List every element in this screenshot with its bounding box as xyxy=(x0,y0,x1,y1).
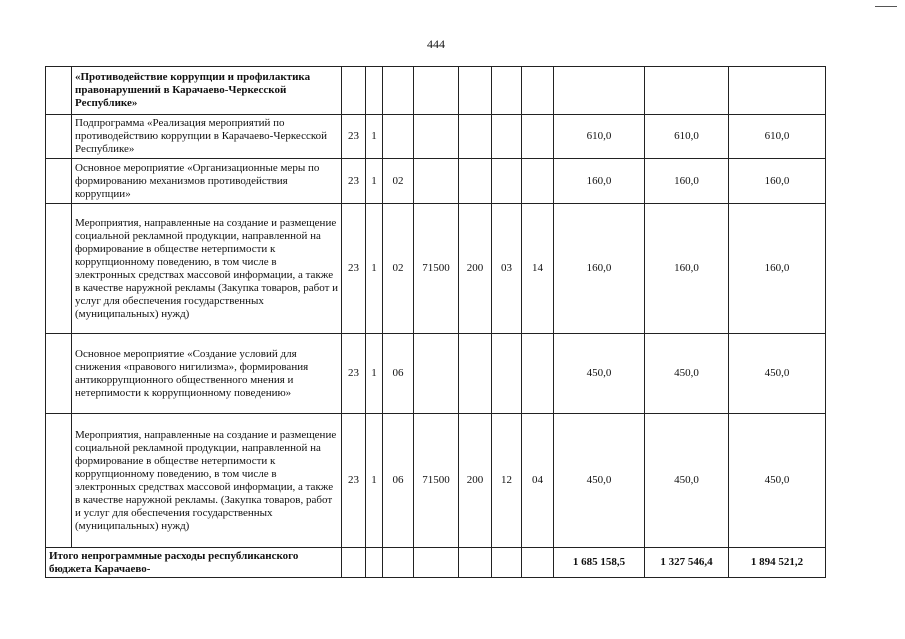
code-cell: 71500 xyxy=(414,414,459,548)
code-cell xyxy=(522,159,554,204)
table-row-subprogram xyxy=(46,115,826,159)
code-cell xyxy=(492,334,522,414)
amount-cell: 450,0 xyxy=(554,414,645,548)
code-cell: 1 xyxy=(366,414,383,548)
total-label: Итого непрограммные расходы республиканского бюджета Карачаево- xyxy=(46,548,342,578)
page-number: 444 xyxy=(427,37,445,51)
row-number-cell xyxy=(46,414,72,548)
code-cell: 1 xyxy=(366,334,383,414)
row-number-cell xyxy=(46,204,72,334)
row-description: Мероприятия, направленные на создание и размещение социальной рекламной продукции, направленной на формирование в обществе нетерпимости к коррупционному поведению, в том числе в электронных средствах массовой информации, а также в качестве наружной рекламы. (Закупка товаров, работ и услуг для обеспечения государственных (муниципальных) нужд) xyxy=(72,414,342,548)
code-cell: 06 xyxy=(383,334,414,414)
row-description: Основное мероприятие «Организационные меры по формированию механизмов противодействия коррупции» xyxy=(72,159,342,204)
amount-cell xyxy=(645,67,729,115)
code-cell xyxy=(459,159,492,204)
table-row-total xyxy=(46,548,826,578)
table-row-section-title xyxy=(46,67,826,115)
code-cell xyxy=(414,548,459,578)
row-number-cell xyxy=(46,159,72,204)
amount-cell: 450,0 xyxy=(729,414,826,548)
amount-cell: 160,0 xyxy=(554,159,645,204)
row-number-cell xyxy=(46,115,72,159)
row-description: Подпрограмма «Реализация мероприятий по противодействию коррупции в Карачаево-Черкесской Республике» xyxy=(72,115,342,159)
amount-cell: 610,0 xyxy=(645,115,729,159)
code-cell xyxy=(522,115,554,159)
total-amount-cell: 1 327 546,4 xyxy=(645,548,729,578)
row-number-cell xyxy=(46,334,72,414)
code-cell: 23 xyxy=(342,414,366,548)
code-cell xyxy=(383,115,414,159)
row-description: Мероприятия, направленные на создание и размещение социальной рекламной продукции, направленной на формирование в обществе нетерпимости к коррупционному поведению, в том числе в электронных средствах массовой информации, а также в качестве наружной рекламы (Закупка товаров, работ и услуг для обеспечения государственных (муниципальных) нужд) xyxy=(72,204,342,334)
code-cell: 02 xyxy=(383,204,414,334)
code-cell xyxy=(414,334,459,414)
amount-cell: 450,0 xyxy=(645,414,729,548)
code-cell xyxy=(492,67,522,115)
code-cell: 02 xyxy=(383,159,414,204)
amount-cell: 160,0 xyxy=(729,204,826,334)
code-cell xyxy=(522,67,554,115)
code-cell: 03 xyxy=(492,204,522,334)
code-cell: 71500 xyxy=(414,204,459,334)
code-cell: 23 xyxy=(342,204,366,334)
amount-cell: 450,0 xyxy=(729,334,826,414)
code-cell xyxy=(492,548,522,578)
code-cell xyxy=(342,67,366,115)
code-cell: 12 xyxy=(492,414,522,548)
code-cell xyxy=(414,67,459,115)
table-row-main-activity xyxy=(46,334,826,414)
table-row-main-activity xyxy=(46,159,826,204)
code-cell: 1 xyxy=(366,204,383,334)
code-cell xyxy=(459,115,492,159)
amount-cell: 610,0 xyxy=(554,115,645,159)
code-cell: 06 xyxy=(383,414,414,548)
amount-cell xyxy=(554,67,645,115)
code-cell xyxy=(366,67,383,115)
code-cell: 23 xyxy=(342,159,366,204)
code-cell: 1 xyxy=(366,159,383,204)
code-cell xyxy=(383,67,414,115)
code-cell xyxy=(459,334,492,414)
table-row-activity xyxy=(46,204,826,334)
code-cell xyxy=(414,159,459,204)
code-cell: 200 xyxy=(459,414,492,548)
code-cell xyxy=(342,548,366,578)
code-cell xyxy=(459,548,492,578)
row-number-cell xyxy=(46,67,72,115)
code-cell xyxy=(522,548,554,578)
amount-cell: 160,0 xyxy=(645,204,729,334)
amount-cell: 450,0 xyxy=(554,334,645,414)
table-row-activity xyxy=(46,414,826,548)
code-cell xyxy=(366,548,383,578)
amount-cell xyxy=(729,67,826,115)
budget-table xyxy=(45,66,826,578)
code-cell: 1 xyxy=(366,115,383,159)
total-amount-cell: 1 685 158,5 xyxy=(554,548,645,578)
row-description: «Противодействие коррупции и профилактика правонарушений в Карачаево-Черкесской Республике» xyxy=(72,67,342,115)
code-cell: 200 xyxy=(459,204,492,334)
code-cell: 14 xyxy=(522,204,554,334)
amount-cell: 450,0 xyxy=(645,334,729,414)
code-cell xyxy=(522,334,554,414)
amount-cell: 160,0 xyxy=(554,204,645,334)
code-cell xyxy=(414,115,459,159)
scan-edge-mark xyxy=(875,6,897,7)
code-cell: 23 xyxy=(342,115,366,159)
code-cell xyxy=(492,115,522,159)
amount-cell: 160,0 xyxy=(645,159,729,204)
code-cell xyxy=(492,159,522,204)
code-cell: 23 xyxy=(342,334,366,414)
code-cell xyxy=(383,548,414,578)
code-cell: 04 xyxy=(522,414,554,548)
total-amount-cell: 1 894 521,2 xyxy=(729,548,826,578)
amount-cell: 160,0 xyxy=(729,159,826,204)
amount-cell: 610,0 xyxy=(729,115,826,159)
row-description: Основное мероприятие «Создание условий для снижения «правового нигилизма», формирования антикоррупционного общественного мнения и нетерпимости к коррупционному поведению» xyxy=(72,334,342,414)
code-cell xyxy=(459,67,492,115)
